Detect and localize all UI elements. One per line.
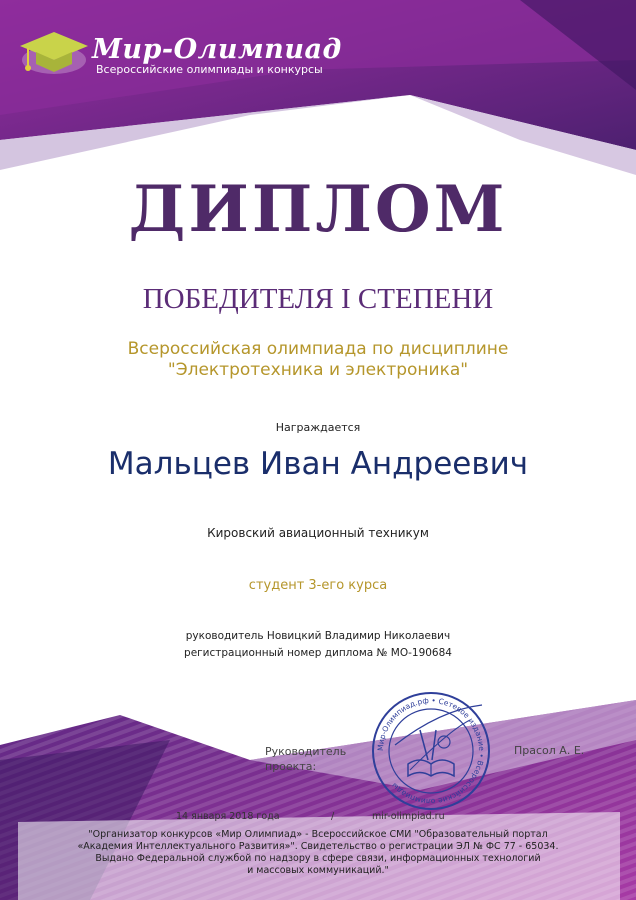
institution: Кировский авиационный техникум	[207, 526, 429, 540]
registration-number: регистрационный номер диплома № МО-190684	[184, 647, 452, 659]
olympiad-description	[0, 339, 636, 381]
signature-label	[265, 744, 346, 774]
recipient-name: Мальцев Иван Андреевич	[107, 446, 529, 482]
olympiad-line-1: Всероссийская олимпиада по дисциплине	[127, 339, 509, 359]
signature-name: Прасол А. Е.	[514, 744, 585, 757]
footer-legal	[30, 829, 606, 877]
stamp-book-icon	[408, 730, 454, 776]
footer-line-3: Выдано Федеральной службой по надзору в сфере связи, информационных технологий	[95, 853, 541, 864]
awarded-label: Награждается	[275, 421, 361, 434]
diploma-subtitle: ПОБЕДИТЕЛЯ I СТЕПЕНИ	[142, 283, 494, 315]
course-label: студент 3-его курса	[248, 578, 388, 593]
olympiad-line-2: "Электротехника и электроника"	[167, 360, 469, 380]
diploma-title: ДИПЛОМ	[128, 172, 508, 247]
stamp-outer-text: Мир-Олимпиад.рф • Сетевое издание • Всероссийские олимпиады	[375, 695, 487, 807]
official-stamp	[370, 690, 492, 812]
signature-label-line-1: Руководитель	[265, 745, 347, 758]
supervisor-line: руководитель Новицкий Владимир Николаевич	[185, 630, 451, 642]
footer-line-4: и массовых коммуникаций."	[247, 865, 389, 876]
footer-line-2: «Академия Интеллектуального Развития»". Свидетельство о регистрации ЭЛ № ФС 77 - 65034.	[77, 841, 559, 852]
footer-line-1: "Организатор конкурсов «Мир Олимпиад» - Всероссийское СМИ "Образовательный портал	[88, 829, 548, 840]
diploma-details	[0, 628, 636, 662]
separator: /	[331, 811, 335, 822]
logo-tagline: Всероссийские олимпиады и конкурсы	[96, 63, 323, 76]
signature-label-line-2: проекта:	[265, 760, 317, 773]
site-link[interactable]: mir-olimpiad.ru	[372, 811, 445, 822]
graduation-cap-icon	[18, 28, 90, 84]
logo-name: Мир-Олимпиад	[92, 34, 342, 65]
issue-date: 14 января 2018 года	[176, 811, 280, 822]
